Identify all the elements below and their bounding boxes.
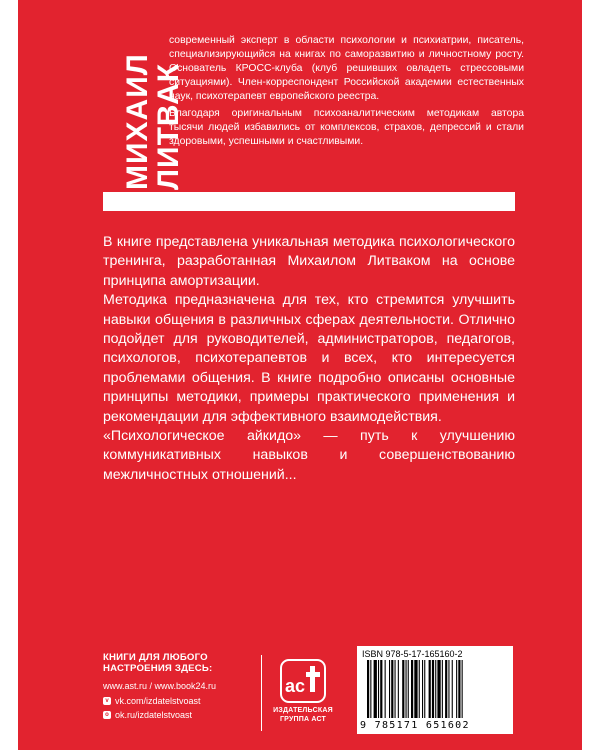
publisher-logo xyxy=(270,658,336,724)
ok-link-text: ok.ru/izdatelstvoast xyxy=(115,710,193,720)
ast-logo-icon xyxy=(279,658,327,704)
description-paragraph-1: В книге представлена уникальная методика психологического тренинга, разработанная Михаилом Литваком на основе принципа амортизации. xyxy=(103,234,515,289)
footer-divider xyxy=(261,655,262,731)
white-divider-bar xyxy=(103,192,515,211)
description-paragraph-2: Методика предназначена для тех, кто стремится улучшить навыки общения в различных сферах деятельности. Отлично подойдет для руководителей, администраторов, педагогов, психологов, психотерапевтов и всех, кто интересуется проблемами общения. В книге подробно описаны основные принципы методики, примеры практического применения и рекомендации для эффективного взаимодействия. xyxy=(103,292,515,425)
description-paragraph-3: «Психологическое айкидо» — путь к улучшению коммуникативных навыков и совершенствованию межличностных отношений... xyxy=(103,428,515,483)
isbn-barcode-box xyxy=(357,646,513,734)
website-link[interactable] xyxy=(103,679,253,694)
publisher-name-line-2: ГРУППА АСТ xyxy=(280,715,326,723)
bio-paragraph-1: современный эксперт в области психологии и психиатрии, писатель, специализирующийся на книгах по саморазвитию и личностному росту. Основатель КРОСС-клуба (клуб решивших овладеть стрессовыми ситуациями). Член-корреспондент Российской академии естественных наук, психотерапевт европейского реестра. xyxy=(169,35,524,102)
ok-link[interactable] xyxy=(103,708,253,723)
bio-paragraph-2: Благодаря оригинальным психоаналитическим методикам автора тысячи людей избавились от комплексов, страхов, депрессий и стали здоровыми, успешными и счастливыми. xyxy=(169,108,524,147)
author-first-name: МИХАИЛ xyxy=(121,53,154,190)
book-back-cover xyxy=(18,0,582,750)
logo-letters: ас xyxy=(285,676,306,696)
vk-icon: v xyxy=(103,697,111,705)
website-link-text: www.ast.ru / www.book24.ru xyxy=(103,681,217,691)
author-bio xyxy=(169,34,524,152)
vk-link[interactable] xyxy=(103,694,253,709)
barcode-icon xyxy=(367,660,503,720)
publisher-name-line-1: ИЗДАТЕЛЬСКАЯ xyxy=(273,707,333,714)
author-last-name: ЛИТВАК xyxy=(152,62,185,190)
promo-heading: КНИГИ ДЛЯ ЛЮБОГО НАСТРОЕНИЯ ЗДЕСЬ: xyxy=(103,652,213,674)
vk-link-text: vk.com/izdatelstvoast xyxy=(115,695,201,706)
isbn-number: ISBN 978-5-17-165160-2 xyxy=(362,649,463,659)
barcode-digits: 9 785171 651602 xyxy=(360,720,470,731)
book-description xyxy=(103,233,515,485)
ok-icon: o xyxy=(103,711,111,719)
publisher-links xyxy=(103,652,253,723)
